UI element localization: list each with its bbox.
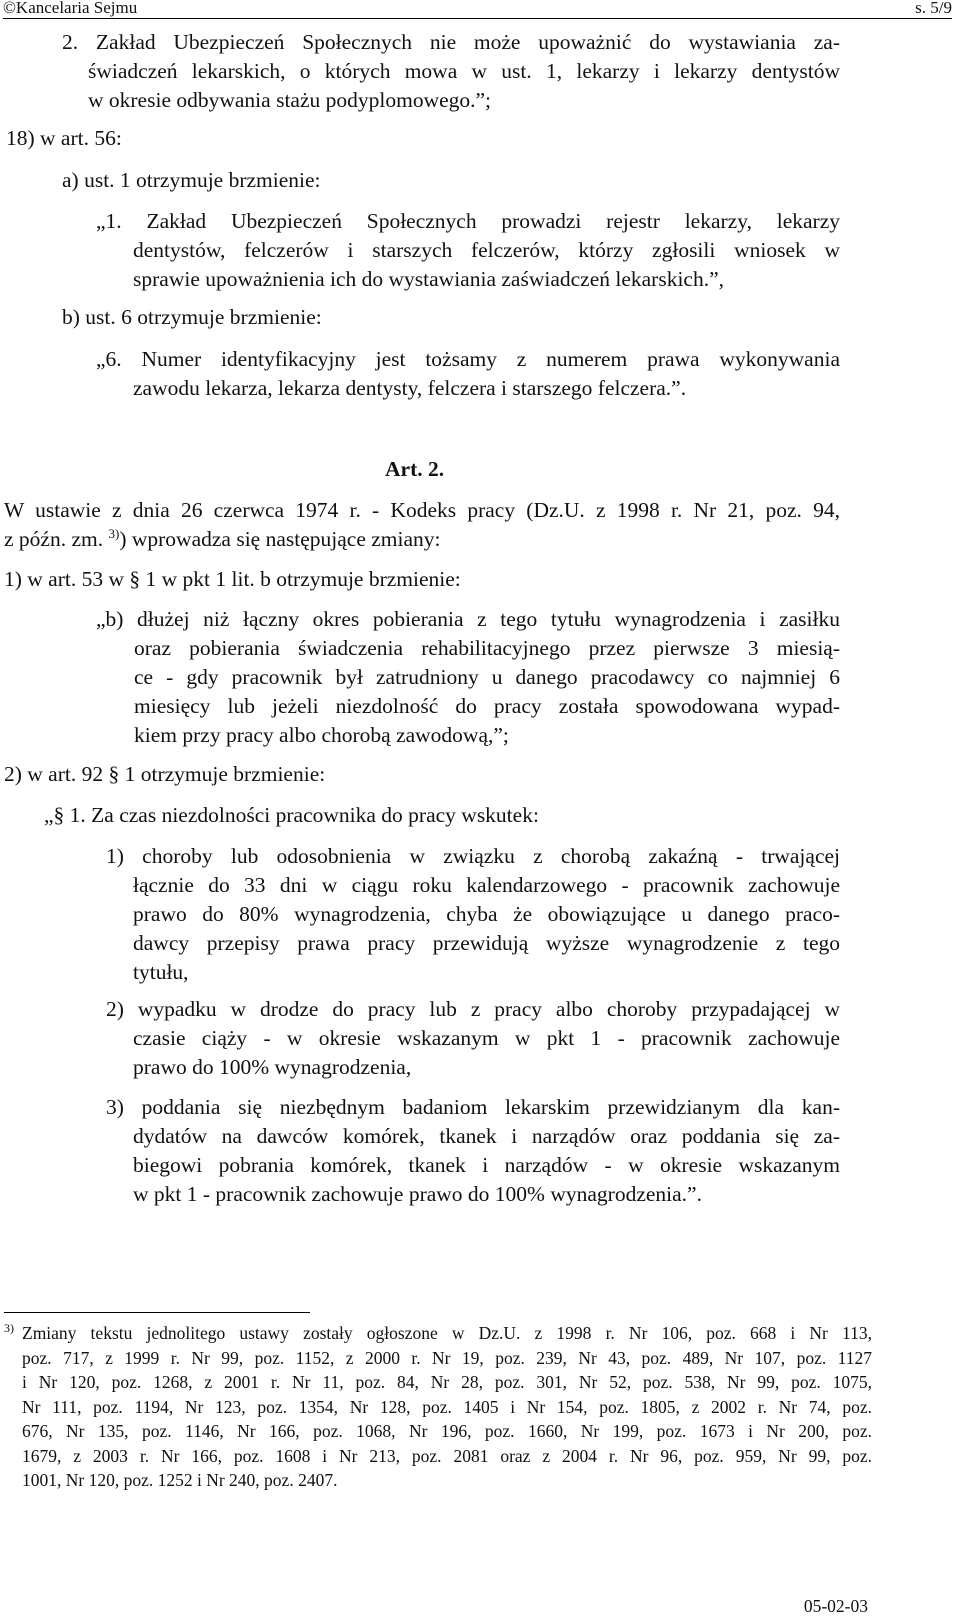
text-line: 2) wypadku w drodze do pracy lub z pracy albo choroby przypadającej w bbox=[106, 997, 840, 1021]
text-line: dentystów, felczerów i starszych felczerów, którzy zgłosili wniosek w bbox=[133, 238, 840, 262]
footnote-line: Zmiany tekstu jednolitego ustawy zostały ogłoszone w Dz.U. z 1998 r. Nr 106, poz. 668 i Nr 113, bbox=[22, 1323, 872, 1343]
quoted-lit-b bbox=[96, 605, 840, 750]
text-line: dydatów na dawców komórek, tkanek i narządów oraz poddania się za- bbox=[133, 1124, 840, 1148]
item-18b: b) ust. 6 otrzymuje brzmienie: bbox=[62, 305, 322, 329]
text-line: prawo do 100% wynagrodzenia, bbox=[133, 1055, 412, 1079]
article-title: Art. 2. bbox=[385, 457, 445, 481]
footnote-body bbox=[22, 1321, 872, 1493]
text-line: w okresie odbywania stażu podyplomowego.”; bbox=[88, 88, 492, 112]
header-publisher: ©Kancelaria Sejmu bbox=[3, 0, 138, 17]
footnote-line: 1001, Nr 120, poz. 1252 i Nr 240, poz. 2407. bbox=[22, 1470, 338, 1490]
point-3 bbox=[106, 1093, 840, 1209]
document-code: 05-02-03 bbox=[803, 1596, 868, 1616]
text-line: w pkt 1 - pracownik zachowuje prawo do 100% wynagrodzenia.”. bbox=[133, 1182, 702, 1206]
page-header bbox=[3, 0, 952, 19]
text-line: W ustawie z dnia 26 czerwca 1974 r. - Kodeks pracy (Dz.U. z 1998 r. Nr 21, poz. 94, bbox=[4, 498, 840, 522]
point-1 bbox=[106, 842, 840, 987]
footnote-mark: 3) bbox=[4, 1321, 14, 1335]
text-line: „1. Zakład Ubezpieczeń Społecznych prowadzi rejestr lekarzy, lekarzy bbox=[96, 209, 840, 233]
article-2-intro bbox=[4, 496, 840, 554]
text-line: kiem przy pracy albo chorobą zawodową,”; bbox=[134, 723, 509, 747]
text-line: 1) choroby lub odosobnienia w związku z chorobą zakaźną - trwającej bbox=[106, 844, 840, 868]
footnote-line: poz. 717, z 1999 r. Nr 99, poz. 1152, z 2000 r. Nr 19, poz. 239, Nr 43, poz. 489, Nr 107, poz. 1127 bbox=[22, 1347, 872, 1368]
header-page-number: s. 5/9 bbox=[915, 0, 952, 17]
text-line bbox=[4, 525, 840, 554]
item-2: 2) w art. 92 § 1 otrzymuje brzmienie: bbox=[4, 762, 326, 786]
text-line: „b) dłużej niż łączny okres pobierania z tego tytułu wynagrodzenia i zasiłku bbox=[96, 607, 840, 631]
footnote-reference: 3) bbox=[108, 525, 120, 541]
paragraph-2 bbox=[62, 28, 840, 115]
text-line: oraz pobierania świadczenia rehabilitacyjnego przez pierwsze 3 miesią- bbox=[134, 636, 840, 660]
footnote-line: 676, Nr 135, poz. 1146, Nr 166, poz. 1068, Nr 196, poz. 1660, Nr 199, poz. 1673 i Nr 200, poz. bbox=[22, 1421, 872, 1441]
text-line: dawcy przepisy prawa pracy przewidują wyższe wynagrodzenie z tego bbox=[133, 931, 840, 955]
text-line: „6. Numer identyfikacyjny jest tożsamy z numerem prawa wykonywania bbox=[96, 347, 840, 371]
text-line: sprawie upoważnienia ich do wystawiania zaświadczeń lekarskich.”, bbox=[133, 267, 725, 291]
text-line: 3) poddania się niezbędnym badaniom lekarskim przewidzianym dla kan- bbox=[106, 1095, 840, 1119]
item-1: 1) w art. 53 w § 1 w pkt 1 lit. b otrzymuje brzmienie: bbox=[4, 567, 461, 591]
text-line: świadczeń lekarskich, o których mowa w ust. 1, lekarzy i lekarzy dentystów bbox=[88, 59, 840, 83]
text-line: 2. Zakład Ubezpieczeń Społecznych nie może upoważnić do wystawiania za- bbox=[62, 30, 840, 54]
footnote-line: 1679, z 2003 r. Nr 166, poz. 1608 i Nr 213, poz. 2081 oraz z 2004 r. Nr 96, poz. 959, Nr 99, poz. bbox=[22, 1445, 872, 1466]
text-line: tytułu, bbox=[133, 960, 189, 984]
text-line: miesięcy lub jeżeli niezdolność do pracy została spowodowana wypad- bbox=[134, 694, 840, 718]
text-line: czasie ciąży - w okresie wskazanym w pkt 1 - pracownik zachowuje bbox=[133, 1026, 840, 1050]
quoted-paragraph-1 bbox=[96, 207, 840, 294]
text-line: zawodu lekarza, lekarza dentysty, felczera i starszego felczera.”. bbox=[133, 376, 687, 400]
text-line: prawo do 80% wynagrodzenia, chyba że obowiązujące u danego praco- bbox=[133, 902, 840, 926]
point-2 bbox=[106, 995, 840, 1082]
text-line: biegowi pobrania komórek, tkanek i narządów - w okresie wskazanym bbox=[133, 1153, 840, 1177]
footnote-line: i Nr 120, poz. 1268, z 2001 r. Nr 11, poz. 84, Nr 28, poz. 301, Nr 52, poz. 538, Nr 99, poz. 1075, bbox=[22, 1372, 872, 1392]
text-fragment: z późn. zm. bbox=[4, 527, 104, 551]
footnote-divider bbox=[4, 1312, 310, 1313]
section-1-intro: „§ 1. Za czas niezdolności pracownika do pracy wskutek: bbox=[44, 803, 539, 827]
text-line: łącznie do 33 dni w ciągu roku kalendarzowego - pracownik zachowuje bbox=[133, 873, 840, 897]
text-fragment: ) wprowadza się następujące zmiany: bbox=[119, 527, 441, 551]
item-18: 18) w art. 56: bbox=[6, 126, 122, 150]
item-18a: a) ust. 1 otrzymuje brzmienie: bbox=[62, 168, 321, 192]
footnote-line: Nr 111, poz. 1194, Nr 123, poz. 1354, Nr 128, poz. 1405 i Nr 154, poz. 1805, z 2002 r. Nr 74, poz. bbox=[22, 1396, 872, 1417]
text-line: ce - gdy pracownik był zatrudniony u danego pracodawcy co najmniej 6 bbox=[134, 665, 840, 689]
footnote bbox=[4, 1321, 872, 1493]
quoted-paragraph-6 bbox=[96, 345, 840, 403]
